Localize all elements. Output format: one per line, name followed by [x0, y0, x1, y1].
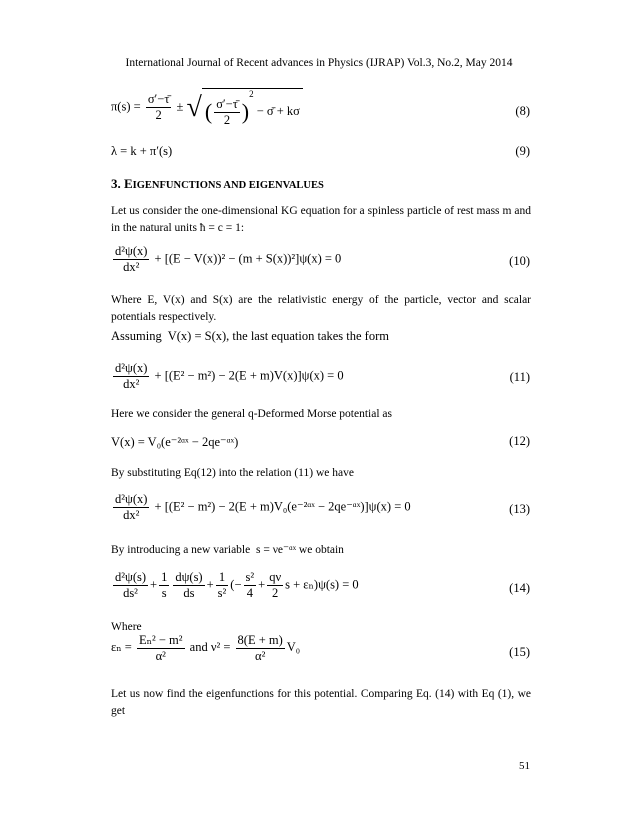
- paragraph-5: By substituting Eq(12) into the relation (11) we have: [111, 467, 354, 479]
- equation-14: $\frac{\text{d²ψ(s)}}{\text{ds²}}$ + $\frac{1}{s}$ $\frac{d\psi(s)}{ds}$ + $\frac{1}{\text{s²}}$ (− $\frac{\text{s²}}{4}$ + $\frac{q\nu}{2}$ s + εₙ)ψ(s) = 0: [115, 570, 359, 600]
- paragraph-1: Let us consider the one-dimensional KG equation for a spinless particle of rest mass m and in the natural units ħ = c = 1:: [111, 205, 531, 234]
- eq13-den: dx²: [113, 507, 149, 523]
- eq13-num: d²ψ(x): [115, 492, 148, 506]
- equation-12: V(x) = V₀(e⁻²ᵅˣ − 2qe⁻ᵅˣ): [111, 435, 239, 449]
- eq11-number: (11): [509, 370, 530, 384]
- paragraph-2: Where E, V(x) and S(x) are the relativistic energy of the particle, vector and scalar potentials respectively.: [111, 294, 531, 323]
- eq8-tail: − σ̄ + kσ: [256, 104, 300, 118]
- eq9-number: (9): [515, 144, 530, 158]
- eq14-tail: s + εₙ)ψ(s) = 0: [285, 577, 359, 592]
- eq10-num: d²ψ(x): [115, 244, 148, 258]
- eq15-number: (15): [509, 645, 530, 659]
- eq13-body: + [(E² − m²) − 2(E + m)V₀(e⁻²ᵅˣ − 2qe⁻ᵅˣ)]ψ(x) = 0: [154, 499, 411, 514]
- eq10-body: + [(E − V(x))² − (m + S(x))²]ψ(x) = 0: [154, 251, 342, 266]
- equation-10: [111, 244, 341, 275]
- eq11-num: d²ψ(x): [115, 361, 148, 375]
- eq8-pm: ±: [176, 99, 184, 114]
- paragraph-8: Let us now find the eigenfunctions for this potential. Comparing Eq. (14) with Eq (1), we get: [111, 688, 531, 717]
- eq8-inner-den: 2: [214, 112, 240, 128]
- paragraph-7: Where: [111, 621, 142, 633]
- equation-8: [111, 88, 303, 128]
- paragraph-3: Assuming V(x) = S(x), the last equation takes the form: [111, 329, 389, 343]
- eq8-lhs: π(s) =: [111, 99, 141, 114]
- paragraph-6: By introducing a new variable s = νe⁻ᵅˣ we obtain: [111, 544, 344, 556]
- eq10-den: dx²: [113, 259, 149, 275]
- eq10-number: (10): [509, 254, 530, 268]
- eq14-number: (14): [509, 581, 530, 595]
- eq13-number: (13): [509, 502, 530, 516]
- eq8-fraction: [146, 92, 172, 123]
- units-expression: ħ = c = 1:: [199, 222, 245, 234]
- eq8-frac-num: σ′−τ̄: [147, 92, 170, 107]
- equation-11: [111, 361, 344, 392]
- eq11-den: dx²: [113, 376, 149, 392]
- equation-13: [111, 492, 411, 523]
- variable-expression: s = νe⁻ᵅˣ: [256, 544, 297, 556]
- eq8-number: (8): [515, 104, 530, 118]
- journal-header: International Journal of Recent advances in Physics (IJRAP) Vol.3, No.2, May 2014: [125, 57, 513, 69]
- radical-icon: √: [186, 91, 202, 123]
- page-number: 51: [519, 760, 530, 772]
- equation-15: εₙ = $\frac{\text{Eₙ² − m²}}{\text{α²}}$ and ν² = $\frac{8(E + m)}{\text{α²}}$ V₀: [111, 632, 301, 663]
- paragraph-4: Here we consider the general q-Deformed Morse potential as: [111, 408, 392, 420]
- section-heading: 3. EIGENFUNCTIONS AND EIGENVALUES: [111, 176, 324, 191]
- eq11-body: + [(E² − m²) − 2(E + m)V(x)]ψ(x) = 0: [154, 368, 344, 383]
- eq12-number: (12): [509, 434, 530, 448]
- equation-9: λ = k + π′(s): [111, 144, 173, 158]
- eq8-inner-num: σ′−τ̄: [216, 96, 238, 111]
- eq8-square: 2: [249, 89, 254, 99]
- eq8-frac-den: 2: [146, 107, 172, 123]
- eq8-radicand: ( $\frac{\sigma'-\taū}{2}$ )$^2$ − σ̄ + kσ: [202, 88, 303, 128]
- assumption-expression: V(x) = S(x): [167, 329, 227, 343]
